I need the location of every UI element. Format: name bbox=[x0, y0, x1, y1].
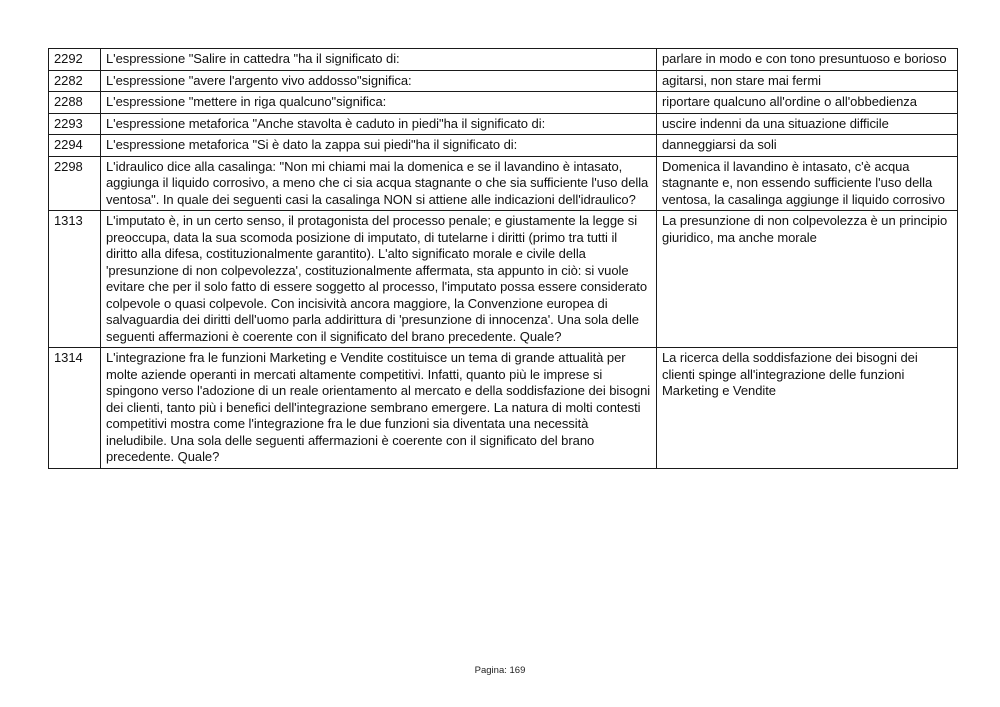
answer-text-cell: agitarsi, non stare mai fermi bbox=[657, 70, 958, 92]
question-text-cell: L'integrazione fra le funzioni Marketing e Vendite costituisce un tema di grande attualità per molte aziende operanti in mercati altamente competitivi. Infatti, quanto più le imprese si spingono verso l'adozione di un reale orientamento al mercato e della soddisfazione dei bisogni dei clienti, tanto più i benefici dell'integrazione sembrano emergere. La natura di molti contesti competitivi mostra come l'integrazione fra le due funzioni sia diventata una necessità ineludibile. Una sola delle seguenti affermazioni è coerente con il significato del brano precedente. Quale? bbox=[101, 348, 657, 469]
question-text-cell: L'espressione "Salire in cattedra "ha il significato di: bbox=[101, 49, 657, 71]
table-row bbox=[49, 156, 958, 211]
question-text-cell: L'espressione "avere l'argento vivo addosso"significa: bbox=[101, 70, 657, 92]
question-id-cell: 1314 bbox=[49, 348, 101, 469]
questions-table-body bbox=[49, 49, 958, 469]
question-id-cell: 2293 bbox=[49, 113, 101, 135]
question-text-cell: L'espressione metaforica "Si è dato la zappa sui piedi"ha il significato di: bbox=[101, 135, 657, 157]
page-number: Pagina: 169 bbox=[474, 665, 526, 676]
questions-table bbox=[48, 48, 958, 469]
question-text-cell: L'espressione "mettere in riga qualcuno"significa: bbox=[101, 92, 657, 114]
question-id-cell: 2292 bbox=[49, 49, 101, 71]
table-row bbox=[49, 49, 958, 71]
answer-text-cell: danneggiarsi da soli bbox=[657, 135, 958, 157]
question-id-cell: 2288 bbox=[49, 92, 101, 114]
question-text-cell: L'espressione metaforica "Anche stavolta è caduto in piedi"ha il significato di: bbox=[101, 113, 657, 135]
answer-text-cell: parlare in modo e con tono presuntuoso e borioso bbox=[657, 49, 958, 71]
answer-text-cell: Domenica il lavandino è intasato, c'è acqua stagnante e, non essendo sufficiente l'uso della ventosa, la casalinga aggiunge il liquido corrosivo bbox=[657, 156, 958, 211]
answer-text-cell: riportare qualcuno all'ordine o all'obbedienza bbox=[657, 92, 958, 114]
question-text-cell: L'idraulico dice alla casalinga: "Non mi chiami mai la domenica e se il lavandino è intasato, aggiunga il liquido corrosivo, a meno che ci sia acqua stagnante o che sia sufficiente l'uso della ventosa". In quale dei seguenti casi la casalinga NON si attiene alle indicazioni dell'idraulico? bbox=[101, 156, 657, 211]
table-row bbox=[49, 92, 958, 114]
answer-text-cell: La ricerca della soddisfazione dei bisogni dei clienti spinge all'integrazione delle funzioni Marketing e Vendite bbox=[657, 348, 958, 469]
question-id-cell: 2294 bbox=[49, 135, 101, 157]
table-row bbox=[49, 70, 958, 92]
answer-text-cell: uscire indenni da una situazione difficile bbox=[657, 113, 958, 135]
question-id-cell: 2298 bbox=[49, 156, 101, 211]
table-row bbox=[49, 113, 958, 135]
question-id-cell: 1313 bbox=[49, 211, 101, 348]
question-id-cell: 2282 bbox=[49, 70, 101, 92]
question-text-cell: L'imputato è, in un certo senso, il protagonista del processo penale; e giustamente la legge si preoccupa, data la sua scomoda posizione di imputato, di tutelarne i diritti (primo tra tutti il diritto alla difesa, costituzionalmente garantito). L'alto significato morale e civile della 'presunzione di non colpevolezza', costituzionalmente affermata, sta appunto in ciò: si vuole evitare che per il solo fatto di essere soggetto al processo, l'imputato possa essere considerato colpevole o quasi colpevole. Con incisività ancora maggiore, la Convenzione europea di salvaguardia dei diritti dell'uomo parla addirittura di 'presunzione di innocenza'. Una sola delle seguenti affermazioni è coerente con il significato del brano precedente. Quale? bbox=[101, 211, 657, 348]
table-row bbox=[49, 135, 958, 157]
table-row bbox=[49, 211, 958, 348]
table-row bbox=[49, 348, 958, 469]
answer-text-cell: La presunzione di non colpevolezza è un principio giuridico, ma anche morale bbox=[657, 211, 958, 348]
